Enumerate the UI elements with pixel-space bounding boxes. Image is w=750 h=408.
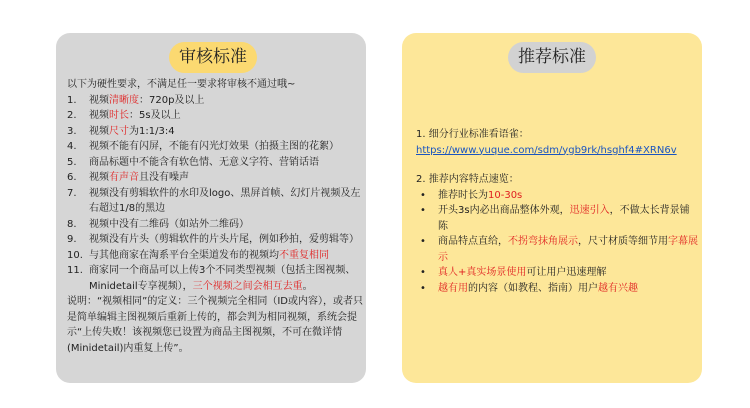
review-item: [67, 217, 363, 233]
review-items-list: [67, 93, 363, 295]
review-item-segment: 为1:1/3:4: [129, 125, 175, 137]
bullet-dot-icon: •: [420, 189, 426, 201]
review-item-number: 10.: [67, 249, 83, 261]
feature-bullet-text: [438, 203, 698, 234]
review-intro: 以下为硬性要求，不满足任一要求将审核不通过哦~: [67, 79, 296, 90]
review-item-text: [89, 139, 363, 155]
review-item-segment: ：5s及以上: [129, 110, 181, 121]
feature-segment: ，不做太长背景铺陈: [438, 205, 690, 232]
feature-bullet-text: [438, 281, 698, 297]
content-features-heading: 2. 推荐内容特点速览：: [416, 174, 519, 185]
feature-segment: 的内容（如教程、指南）用户: [468, 282, 598, 294]
feature-highlight: 10-30s: [488, 189, 523, 201]
review-item-segment: 视频: [89, 172, 109, 183]
review-item-segment: 视频: [89, 110, 109, 121]
review-item-segment: 视频: [89, 125, 109, 137]
review-item: [67, 108, 363, 124]
review-standards-card: [56, 33, 366, 383]
review-item-segment: 商品标题中不能含有软色情、无意义字符、营销话语: [89, 156, 319, 168]
feature-bullet: [416, 188, 698, 204]
bullet-dot-icon: •: [420, 267, 426, 278]
review-item-segment: 。: [302, 280, 313, 292]
review-item-segment: 视频没有剪辑软件的水印及logo、黑屏首帧、幻灯片视频及左右超过1/8的黑边: [89, 187, 361, 214]
review-item-segment: 与其他商家在淘系平台全渠道发布的视频均: [89, 249, 279, 261]
review-item-number: 1.: [67, 94, 77, 106]
feature-segment: 推荐时长为: [438, 189, 488, 201]
feature-bullet: [416, 234, 698, 265]
review-note: 说明：“视频相同”的定义：三个视频完全相同（ID或内容），或者只是简单编辑主图视频后重新上传的，都会判为相同视频，系统会提示“上传失败！该视频您已设置为商品主图视频，不可在微详情(Minidetail)内重复上传”。: [67, 296, 364, 354]
review-item-highlight: 三个视频之间会相互去重: [192, 280, 303, 292]
review-item-text: [89, 124, 363, 140]
feature-bullet-text: [438, 188, 698, 204]
review-standards-content: [67, 77, 363, 356]
feature-bullets-list: [416, 188, 698, 297]
bullet-dot-icon: •: [420, 205, 426, 216]
feature-segment: 商品特点直给，: [438, 236, 508, 247]
review-item-number: 8.: [67, 218, 77, 230]
review-item-highlight: 不重复相同: [279, 249, 329, 261]
recommend-standards-card: [402, 33, 702, 383]
review-item-text: [89, 155, 363, 171]
yuque-link[interactable]: https://www.yuque.com/sdm/ygb9rk/hsghf4#XRN6v: [416, 144, 677, 156]
review-item-number: 9.: [67, 234, 77, 245]
review-standards-title: 审核标准: [169, 42, 257, 73]
feature-highlight: 真人+真实场景使用: [438, 267, 527, 278]
review-item: [67, 170, 363, 186]
review-item-segment: 商家同一个商品可以上传3个不同类型视频（包括主图视频、Minidetail专享视频），: [89, 265, 356, 292]
review-item: [67, 263, 363, 294]
feature-highlight: 字幕展示: [438, 236, 698, 263]
review-item-highlight: 清晰度: [109, 94, 139, 106]
review-item-text: [89, 170, 363, 186]
review-item-highlight: 时长: [109, 110, 129, 121]
review-item-segment: ：720p及以上: [139, 94, 205, 106]
bullet-dot-icon: •: [420, 236, 426, 247]
review-item-text: [89, 186, 363, 217]
review-item: [67, 248, 363, 264]
review-item: [67, 124, 363, 140]
feature-bullet-text: [438, 265, 698, 281]
review-item: [67, 155, 363, 171]
review-item: [67, 93, 363, 109]
review-item-text: [89, 217, 363, 233]
review-item-segment: 视频: [89, 94, 109, 106]
review-item: [67, 139, 363, 155]
review-item-number: 7.: [67, 187, 77, 199]
feature-highlight: 越有用: [438, 282, 468, 294]
review-item-segment: 且没有噪声: [139, 172, 189, 183]
feature-bullet: [416, 203, 698, 234]
feature-bullet: [416, 281, 698, 297]
review-item-number: 5.: [67, 156, 77, 168]
feature-segment: 可让用户迅速理解: [526, 267, 607, 278]
review-item-highlight: 有声音: [109, 172, 139, 183]
feature-bullet: [416, 265, 698, 281]
review-item-text: [89, 248, 363, 264]
spacer: [416, 158, 698, 172]
feature-highlight: 不拐弯抹角展示: [508, 236, 578, 247]
feature-highlight: 越有兴趣: [598, 282, 638, 294]
feature-highlight: 迅速引入: [569, 205, 610, 216]
industry-standards-heading: 1. 细分行业标准看语雀：: [416, 129, 529, 140]
feature-segment: ，尺寸材质等细节用: [578, 236, 668, 247]
review-item-segment: 视频不能有闪屏，不能有闪光灯效果（拍摄主图的花絮）: [89, 141, 339, 152]
review-item-text: [89, 108, 363, 124]
review-item-text: [89, 232, 363, 248]
recommend-standards-title: 推荐标准: [508, 42, 596, 73]
review-item-number: 11.: [67, 265, 83, 276]
recommend-standards-content: [416, 127, 698, 296]
review-item-number: 3.: [67, 125, 77, 137]
review-item-text: [89, 93, 363, 109]
review-item: [67, 232, 363, 248]
review-item-number: 6.: [67, 172, 77, 183]
review-item-number: 2.: [67, 110, 77, 121]
feature-bullet-text: [438, 234, 698, 265]
bullet-dot-icon: •: [420, 282, 426, 294]
review-item-segment: 视频没有片头（剪辑软件的片头片尾，例如秒拍，爱剪辑等）: [89, 234, 359, 245]
review-item-text: [89, 263, 363, 294]
review-item-number: 4.: [67, 141, 77, 152]
feature-segment: 开头3s内必出商品整体外观，: [438, 205, 570, 216]
review-item: [67, 186, 363, 217]
review-item-highlight: 尺寸: [109, 125, 129, 137]
review-item-segment: 视频中没有二维码（如站外二维码）: [89, 218, 249, 230]
